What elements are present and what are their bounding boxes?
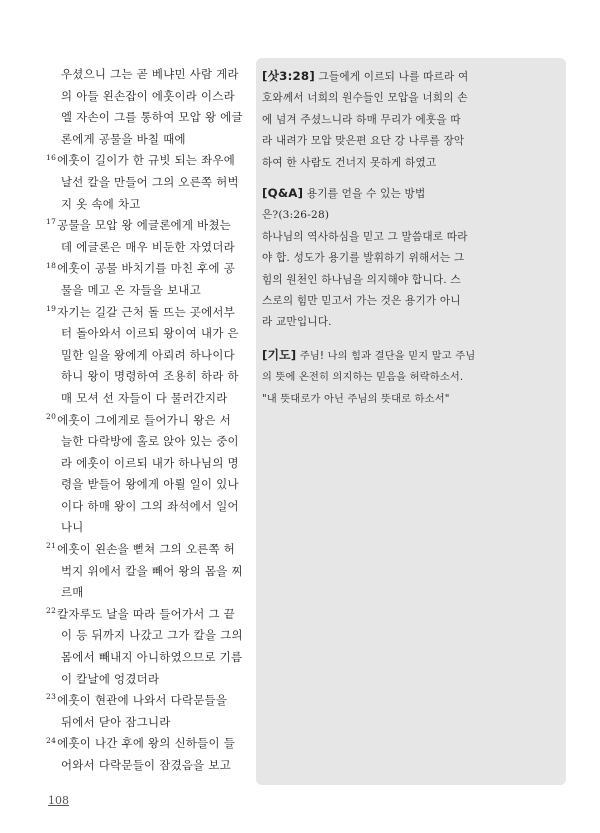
text-line: 이 등 뒤까지 나갔고 그가 칼을 그의 [61, 628, 243, 643]
text-line: 지 옷 속에 차고 [61, 196, 141, 211]
text-line: 몸에서 빼내지 아니하였으므로 기름 [61, 650, 243, 665]
prayer-section [262, 345, 560, 410]
verse-number: 18 [46, 260, 57, 270]
text-line: 령을 받들어 왕에게 아뢸 일이 있나 [61, 477, 239, 492]
text-line: 하니 왕이 명령하여 조용히 하라 하 [61, 369, 239, 384]
text-line: 데 에글론은 매우 비둔한 자였더라 [61, 239, 235, 254]
verse-number: 16 [46, 152, 57, 162]
verse [46, 604, 252, 690]
text-line: $^{23}$에훗이 현관에 나와서 다락문들을 [46, 692, 228, 708]
verse [46, 539, 252, 604]
prayer-tag: [기도] [262, 347, 297, 362]
scripture-column [46, 64, 252, 777]
text-line: 벅지 위에서 칼을 빼어 왕의 몸을 찌 [61, 563, 243, 578]
verse-number: 24 [46, 735, 57, 745]
verse-number: 22 [46, 606, 57, 616]
text-line: $^{18}$에훗이 공물 바치기를 마친 후에 공 [46, 260, 236, 276]
text-line: 라 내려가 모압 맞은편 요단 강 나루를 장악 [262, 135, 465, 148]
text-line: 늘한 다락방에 홀로 앉아 있는 중이 [61, 434, 239, 449]
text-line: $^{19}$자기는 길갈 근처 돌 뜨는 곳에서부 [46, 303, 236, 319]
text-line: $^{20}$에훗이 그에게로 들어가니 왕은 서 [46, 411, 232, 427]
text-line: $^{24}$에훗이 나간 후에 왕의 신하들이 들 [46, 735, 236, 751]
verse-number: 19 [46, 303, 57, 313]
verse [46, 150, 252, 215]
qa-section [262, 183, 560, 334]
qa-tag: [Q&A] [262, 186, 304, 201]
text-line: "내 뜻대로가 아닌 주님의 뜻대로 하소서" [262, 393, 450, 405]
verse [46, 733, 252, 776]
text-line: $^{21}$에훗이 왼손을 뻗쳐 그의 오른쪽 허 [46, 541, 236, 557]
verse-number: 20 [46, 411, 57, 421]
verse-number: 23 [46, 692, 57, 702]
text-line: 하여 한 사람도 건너지 못하게 하였고 [262, 156, 437, 169]
text-line: 론에게 공물을 바칠 때에 [61, 131, 186, 146]
text-line: 물을 메고 온 자들을 보내고 [61, 282, 202, 297]
text-line: 르매 [61, 585, 84, 600]
text-line: 이다 하매 왕이 그의 좌석에서 일어 [61, 498, 239, 513]
verse [46, 258, 252, 301]
text-line: 호와께서 너희의 원수들인 모압을 너희의 손 [262, 92, 468, 105]
text-line: 밀한 일을 왕에게 아뢰려 하나이다 [61, 347, 235, 362]
verse [46, 302, 252, 410]
text-line: 어와서 다락문들이 잠겼음을 보고 [61, 758, 232, 772]
text-line: 은?(3:26-28) [262, 209, 330, 222]
text-line: [Q&A] 용기를 얻을 수 있는 방법 [262, 186, 426, 201]
verse [46, 410, 252, 540]
text-line: $^{17}$공물을 모압 왕 에글론에게 바쳤는 [46, 217, 232, 233]
verse-number: 17 [46, 217, 57, 227]
text-line: 라 교만입니다. [262, 316, 332, 329]
text-line: 라 에훗이 이르되 내가 하나님의 명 [61, 455, 239, 470]
verse-list [46, 150, 252, 776]
page-number: 108 [48, 794, 69, 807]
text-line: 에 넘겨 주셨느니라 하매 무리가 에훗을 따 [262, 113, 461, 126]
text-line: 엘 자손이 그를 통하여 모압 왕 에글 [61, 110, 243, 125]
text-line: 매 모셔 선 자들이 다 물러간지라 [61, 390, 228, 405]
text-line: 나니 [61, 520, 84, 535]
text-line: [기도] 주님! 나의 힘과 결단을 믿지 말고 주님 [262, 347, 476, 362]
lead-lines [46, 64, 252, 150]
text-line: 의 뜻에 온전히 의지하는 믿음을 허락하소서. [262, 372, 464, 384]
text-line: 이 칼날에 엉겼더라 [61, 671, 160, 686]
text-line: 의 아들 왼손잡이 에훗이라 이스라 [61, 88, 235, 103]
text-line: 힘의 원천인 하나님을 의지해야 합니다. 스 [262, 273, 461, 286]
reference-tag: [삿3:28] [262, 69, 315, 83]
text-line: 하나님의 역사하심을 믿고 그 말씀대로 따라 [262, 230, 468, 243]
text-line: 날선 칼을 만들어 그의 오른쪽 허벅 [61, 174, 239, 189]
verse-number: 21 [46, 541, 57, 551]
verse [46, 215, 252, 258]
text-line: [삿3:28] 그들에게 이르되 나를 따르라 여 [262, 69, 469, 83]
text-line: 스로의 힘만 믿고서 가는 것은 용기가 아니 [262, 295, 461, 308]
commentary-box [256, 58, 566, 785]
cross-reference [262, 66, 560, 174]
text-line: 야 합. 성도가 용기를 발휘하기 위해서는 그 [262, 252, 465, 265]
text-line: $^{22}$칼자루도 날을 따라 들어가서 그 끝 [46, 606, 236, 621]
text-line: $^{16}$에훗이 길이가 한 규빗 되는 좌우에 [46, 152, 236, 168]
text-line: 우셨으니 그는 곧 베냐민 사람 게라 [61, 67, 239, 81]
text-line: 터 돌아와서 이르되 왕이여 내가 은 [61, 326, 239, 341]
verse [46, 690, 252, 733]
text-line: 뒤에서 닫아 잠그니라 [61, 714, 171, 729]
